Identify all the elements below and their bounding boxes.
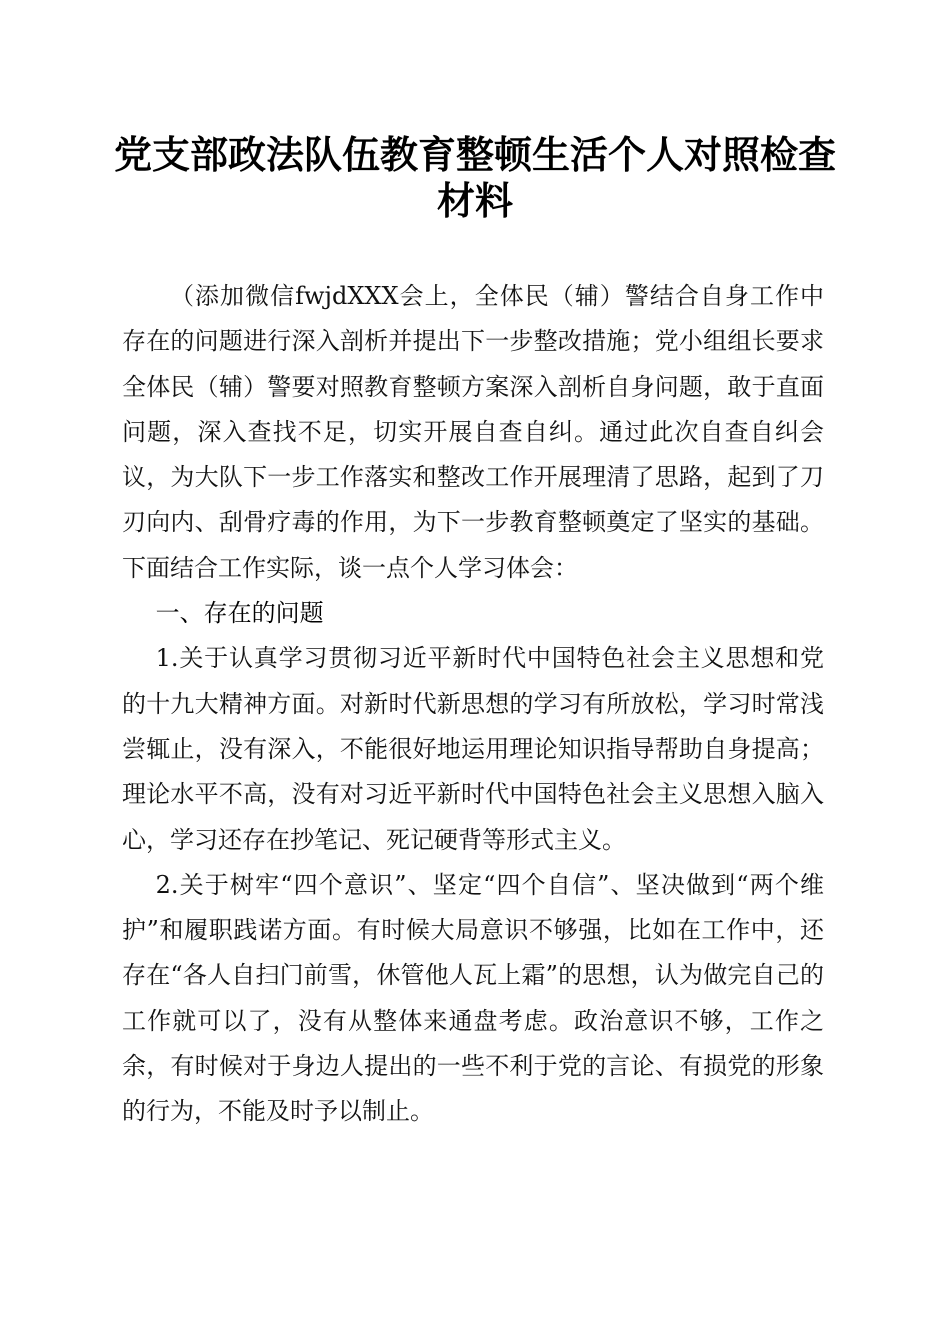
problem-item-1: 1.关于认真学习贯彻习近平新时代中国特色社会主义思想和党的十九大精神方面。对新时代新思想的学习有所放松，学习时常浅尝辄止，没有深入，不能很好地运用理论知识指导帮助自身提高；理论水平不高，没有对习近平新时代中国特色社会主义思想入脑入心，学习还存在抄笔记、死记硬背等形式主义。: [122, 644, 824, 854]
section-heading-problems: 一、存在的问题: [155, 599, 324, 628]
problem-item-2: 2.关于树牢“四个意识”、坚定“四个自信”、坚决做到“两个维护”和履职践诺方面。有时候大局意识不够强，比如在工作中，还存在“各人自扫门前雪，休管他人瓦上霜”的思想，认为做完自己的工作就可以了，没有从整体来通盘考虑。政治意识不够，工作之余，有时候对于身边人提出的一些不利于党的言论、有损党的形象的行为，不能及时予以制止。: [122, 870, 824, 1126]
document-body: [122, 274, 824, 1135]
intro-paragraph: （添加微信fwjdXXX会上，全体民（辅）警结合自身工作中存在的问题进行深入剖析并提出下一步整改措施；党小组组长要求全体民（辅）警要对照教育整顿方案深入剖析自身问题，敢于直面问题，深入查找不足，切实开展自查自纠。通过此次自查自纠会议，为大队下一步工作落实和整改工作开展理清了思路，起到了刀刃向内、刮骨疗毒的作用，为下一步教育整顿奠定了坚实的基础。下面结合工作实际，谈一点个人学习体会：: [122, 282, 824, 582]
document-title: 党支部政法队伍教育整顿生活个人对照检查材料: [113, 132, 836, 223]
